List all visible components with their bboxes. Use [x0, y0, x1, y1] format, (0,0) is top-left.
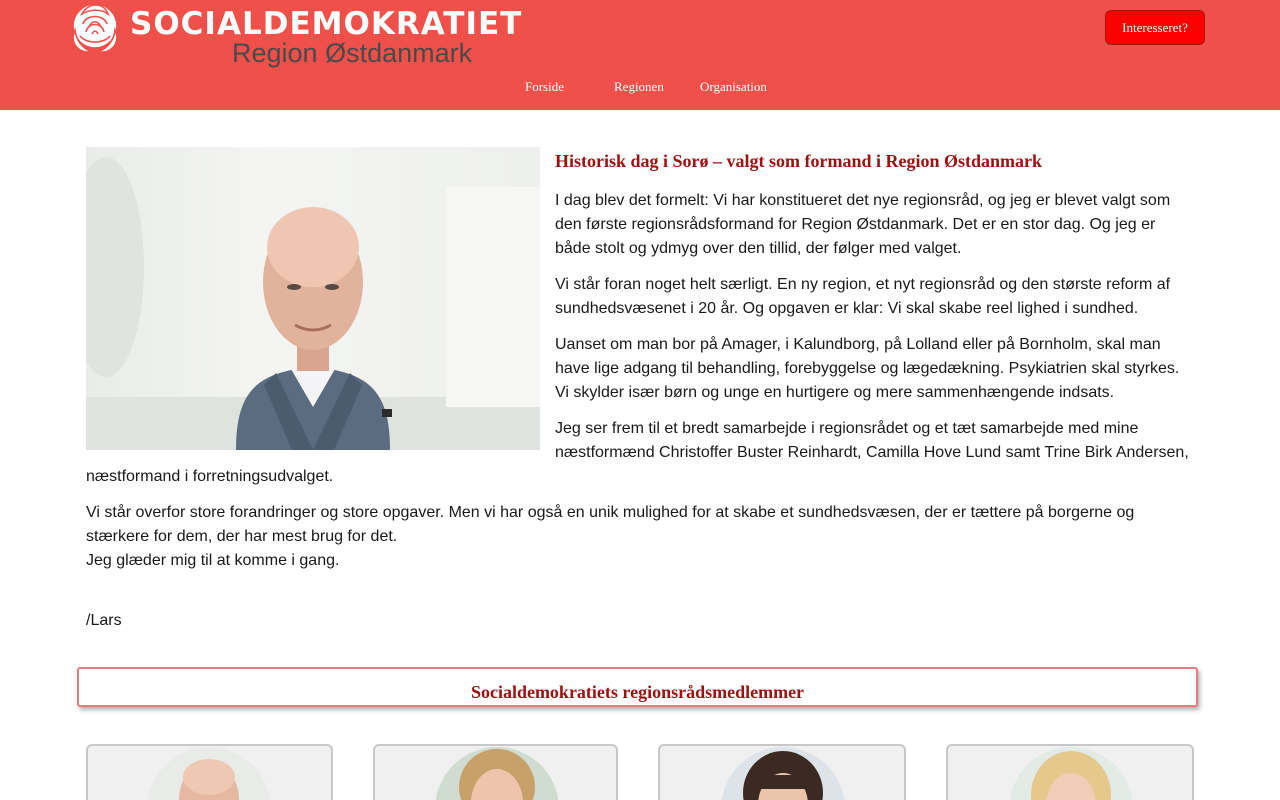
- members-section-title: Socialdemokratiets regionsrådsmedlemmer: [470, 682, 805, 702]
- members-section-header: [77, 667, 1198, 707]
- member-portrait-icon: [721, 747, 845, 800]
- article-paragraph: I dag blev det formelt: Vi har konstitueret det nye regionsråd, og jeg er blevet valgt som den første regionsrådsformand for Region Østdanmark. Det er en stor dag. Og jeg er både stolt og ydmyg over den tillid, der følger med valget.: [555, 192, 1171, 257]
- main-nav: [0, 79, 1280, 99]
- article-photo: [86, 147, 540, 450]
- article: [86, 147, 1190, 645]
- article-signature: /Lars: [86, 612, 122, 629]
- member-portrait-icon: [1009, 747, 1133, 800]
- member-card[interactable]: [86, 744, 333, 800]
- article-paragraph: Jeg ser frem til et bredt samarbejde i regionsrådet og et tæt samarbejde med mine næstformænd Christoffer Buster Reinhardt, Camilla Hove Lund samt Trine Birk Andersen, næstformand i forretningsudvalget.: [86, 420, 1189, 485]
- article-paragraph: Jeg glæder mig til at komme i gang.: [86, 552, 340, 569]
- member-portrait-icon: [147, 747, 271, 800]
- interested-button[interactable]: Interesseret?: [1105, 10, 1205, 45]
- site-logo[interactable]: [66, 0, 523, 72]
- article-paragraph: Uanset om man bor på Amager, i Kalundborg, på Lolland eller på Bornholm, skal man have lige adgang til behandling, forebyggelse og lægedækning. Psykiatrien skal styrkes. Vi skylder især børn og unge en hurtigere og mere sammenhængende indsats.: [555, 336, 1180, 401]
- member-photo: [435, 747, 559, 800]
- nav-item-organisation[interactable]: Organisation: [700, 79, 767, 94]
- logo-region: Region Østdanmark: [232, 38, 473, 68]
- member-card[interactable]: [373, 744, 618, 800]
- article-paragraph: Vi står foran noget helt særligt. En ny region, et nyt regionsråd og den største reform af sundhedsvæsenet i 20 år. Og opgaven er klar: Vi skal skabe reel lighed i sundhed.: [555, 276, 1171, 317]
- rose-logo-icon: [66, 0, 124, 58]
- article-title: Historisk dag i Sorø – valgt som formand i Region Østdanmark: [555, 151, 1043, 171]
- nav-item-forside[interactable]: Forside: [525, 79, 564, 94]
- member-photo: [1009, 747, 1133, 800]
- nav-item-regionen[interactable]: Regionen: [614, 79, 664, 94]
- site-header: [0, 0, 1280, 110]
- member-portrait-icon: [435, 747, 559, 800]
- member-photo: [147, 747, 271, 800]
- portrait-illustration: [86, 147, 540, 450]
- logo-wordmark: SOCIALDEMOKRATIET: [130, 6, 523, 42]
- article-paragraph: Vi står overfor store forandringer og store opgaver. Men vi har også en unik mulighed for at skabe et sundhedsvæsen, der er tættere på borgerne og stærkere for dem, der har mest brug for det.: [86, 504, 1135, 545]
- member-photo: [721, 747, 845, 800]
- member-card[interactable]: [946, 744, 1194, 800]
- member-card[interactable]: [658, 744, 906, 800]
